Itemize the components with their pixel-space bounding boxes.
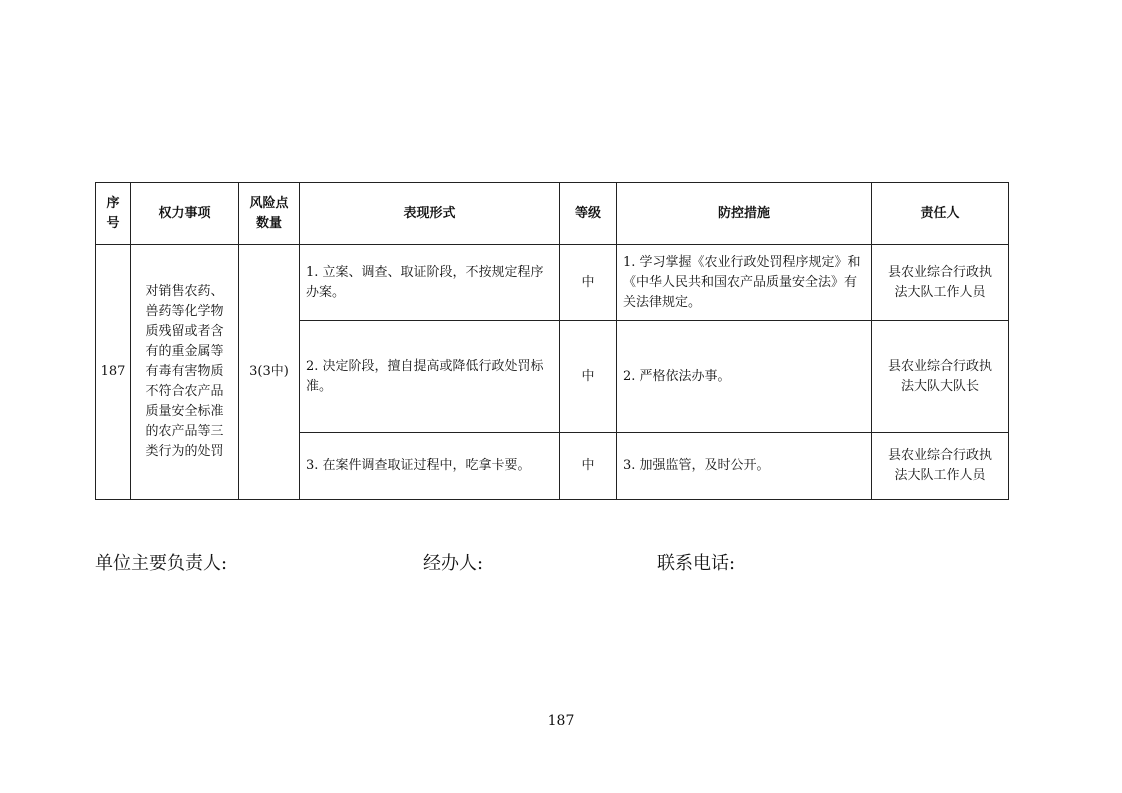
unit-head-label: 单位主要负责人:	[95, 553, 228, 574]
cell-power-item: 对销售农药、兽药等化学物质残留或者含有的重金属等有毒有害物质不符合农产品质量安全标准的农产品等三类行为的处罚	[131, 245, 239, 500]
cell-responsible: 县农业综合行政执法大队大队长	[872, 321, 1009, 433]
phone-label: 联系电话:	[657, 553, 736, 574]
cell-measures: 3. 加强监管，及时公开。	[617, 433, 872, 500]
table-row	[96, 245, 1009, 321]
cell-form: 3. 在案件调查取证过程中，吃拿卡要。	[300, 433, 560, 500]
cell-form: 1. 立案、调查、取证阶段，不按规定程序办案。	[300, 245, 560, 321]
header-risk-count: 风险点数量	[239, 183, 300, 245]
header-level: 等级	[560, 183, 617, 245]
risk-table	[95, 182, 1009, 500]
handler-label: 经办人:	[423, 553, 484, 574]
cell-measures: 1. 学习掌握《农业行政处罚程序规定》和《中华人民共和国农产品质量安全法》有关法律规定。	[617, 245, 872, 321]
header-responsible: 责任人	[872, 183, 1009, 245]
header-seq: 序号	[96, 183, 131, 245]
header-form: 表现形式	[300, 183, 560, 245]
page-number: 187	[547, 713, 575, 729]
cell-form: 2. 决定阶段，擅自提高或降低行政处罚标准。	[300, 321, 560, 433]
header-power-item: 权力事项	[131, 183, 239, 245]
cell-seq: 187	[96, 245, 131, 500]
cell-measures: 2. 严格依法办事。	[617, 321, 872, 433]
cell-responsible: 县农业综合行政执法大队工作人员	[872, 245, 1009, 321]
table-header-row	[96, 183, 1009, 245]
cell-responsible: 县农业综合行政执法大队工作人员	[872, 433, 1009, 500]
header-measures: 防控措施	[617, 183, 872, 245]
cell-risk-count: 3(3中)	[239, 245, 300, 500]
cell-level: 中	[560, 321, 617, 433]
cell-level: 中	[560, 433, 617, 500]
cell-level: 中	[560, 245, 617, 321]
